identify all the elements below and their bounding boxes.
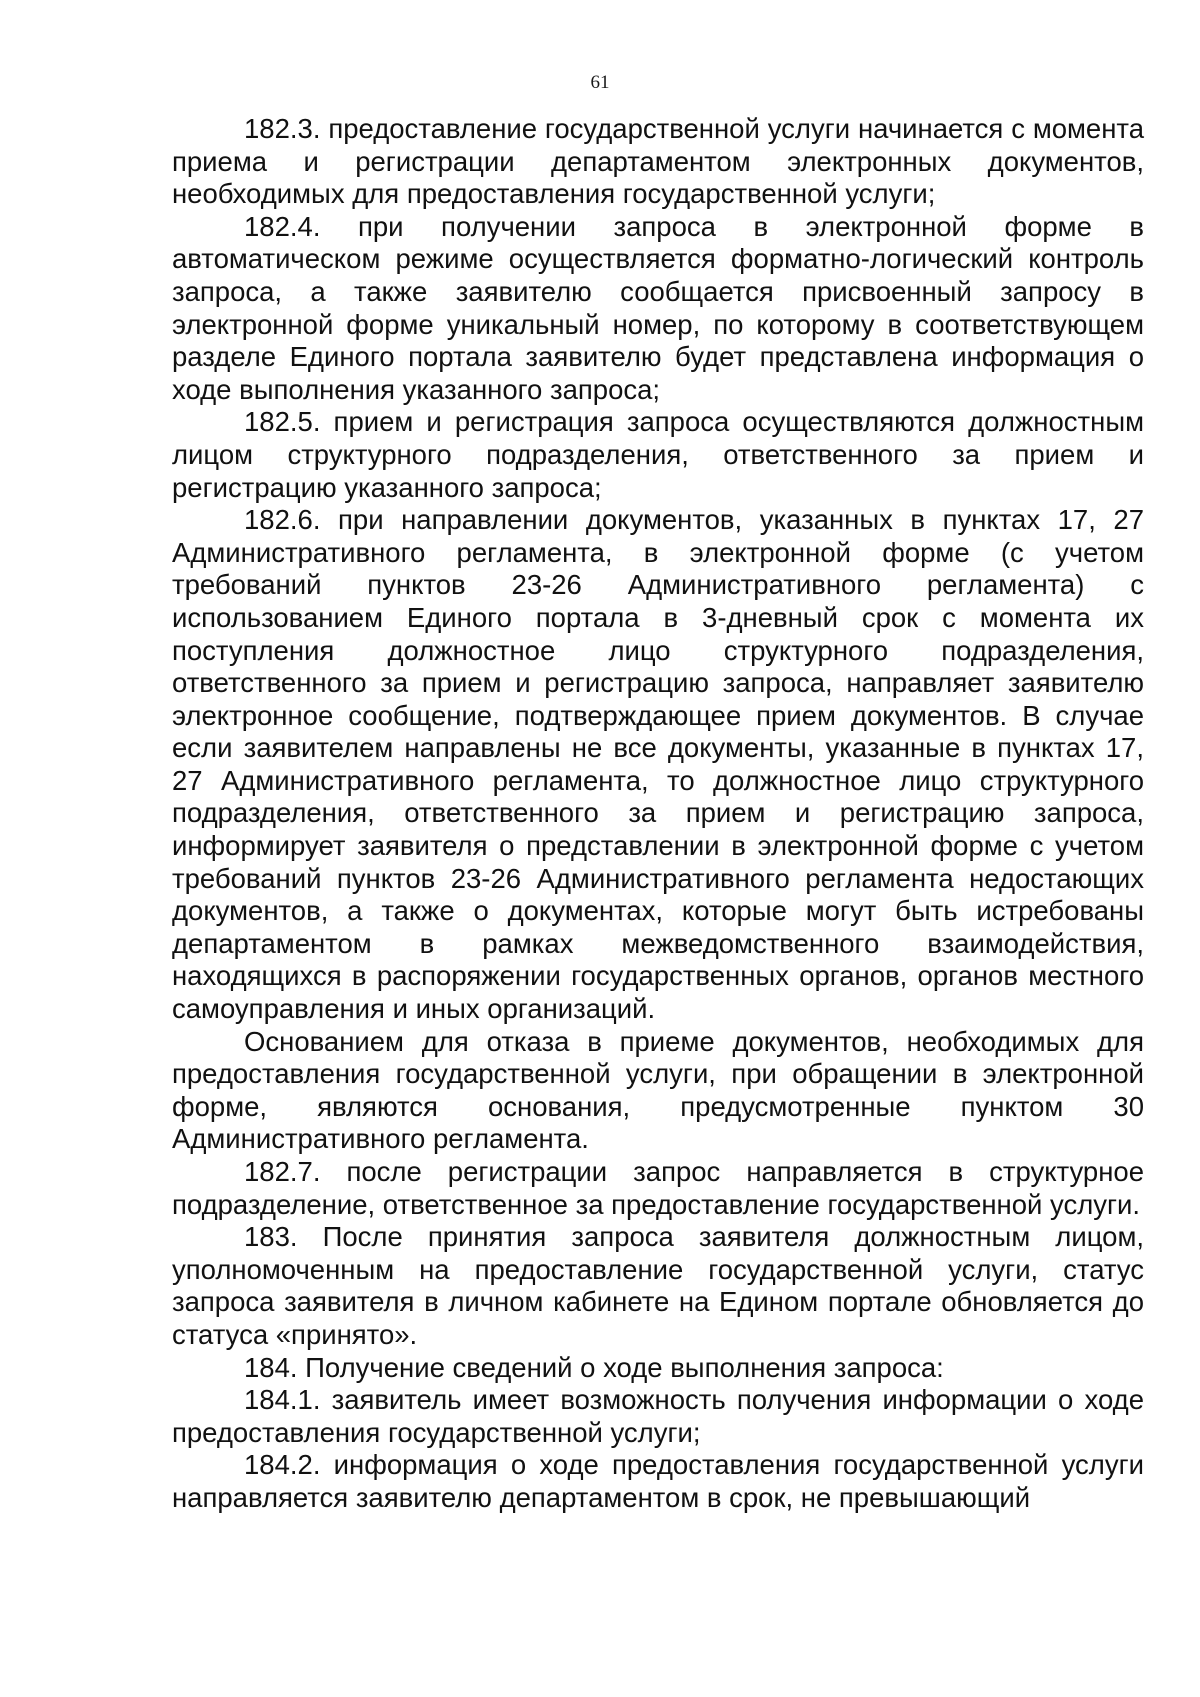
paragraph-182-3: 182.3. предоставление государственной услуги начинается с момента приема и регистрации департаментом электронных документов, необходимых для предоставления государственной услуги; — [172, 113, 1144, 210]
paragraph-182-6: 182.6. при направлении документов, указанных в пунктах 17, 27 Административного регламента, в электронной форме (с учетом требований пунктов 23-26 Административного регламента) с использованием Единого портала в 3-дневный срок с момента их поступления должностное лицо структурного подразделения, ответственного за прием и регистрацию запроса, направляет заявителю электронное сообщение, подтверждающее прием документов. В случае если заявителем направлены не все документы, указанные в пунктах 17, 27 Административного регламента, то должностное лицо структурного подразделения, ответственного за прием и регистрацию запроса, информирует заявителя о представлении в электронной форме с учетом требований пунктов 23-26 Административного регламента недостающих документов, а также о документах, которые могут быть истребованы департаментом в рамках межведомственного взаимодействия, находящихся в распоряжении государственных органов, органов местного самоуправления и иных организаций. — [172, 504, 1144, 1025]
document-body — [172, 113, 1144, 1515]
paragraph-refusal-grounds: Основанием для отказа в приеме документов, необходимых для предоставления государственной услуги, при обращении в электронной форме, являются основания, предусмотренные пунктом 30 Административного регламента. — [172, 1025, 1144, 1155]
paragraph-184: 184. Получение сведений о ходе выполнения запроса: — [244, 1351, 944, 1383]
paragraph-183: 183. После принятия запроса заявителя должностным лицом, уполномоченным на предоставление государственной услуги, статус запроса заявителя в личном кабинете на Едином портале обновляется до статуса «принято». — [172, 1221, 1144, 1350]
paragraph-184-2: 184.2. информация о ходе предоставления государственной услуги направляется заявителю департаментом в срок, не превышающий — [172, 1449, 1144, 1513]
paragraph-182-4: 182.4. при получении запроса в электронной форме в автоматическом режиме осуществляется форматно-логический контроль запроса, а также заявителю сообщается присвоенный запросу в электронной форме уникальный номер, по которому в соответствующем разделе Единого портала заявителю будет представлена информация о ходе выполнения указанного запроса; — [172, 210, 1144, 405]
paragraph-184-1: 184.1. заявитель имеет возможность получения информации о ходе предоставления государственной услуги; — [172, 1384, 1144, 1448]
paragraph-182-7: 182.7. после регистрации запрос направляется в структурное подразделение, ответственное за предоставление государственной услуги. — [172, 1156, 1144, 1220]
paragraph-182-5: 182.5. прием и регистрация запроса осуществляются должностным лицом структурного подразделения, ответственного за прием и регистрацию указанного запроса; — [172, 406, 1144, 503]
page-number: 61 — [590, 72, 610, 93]
